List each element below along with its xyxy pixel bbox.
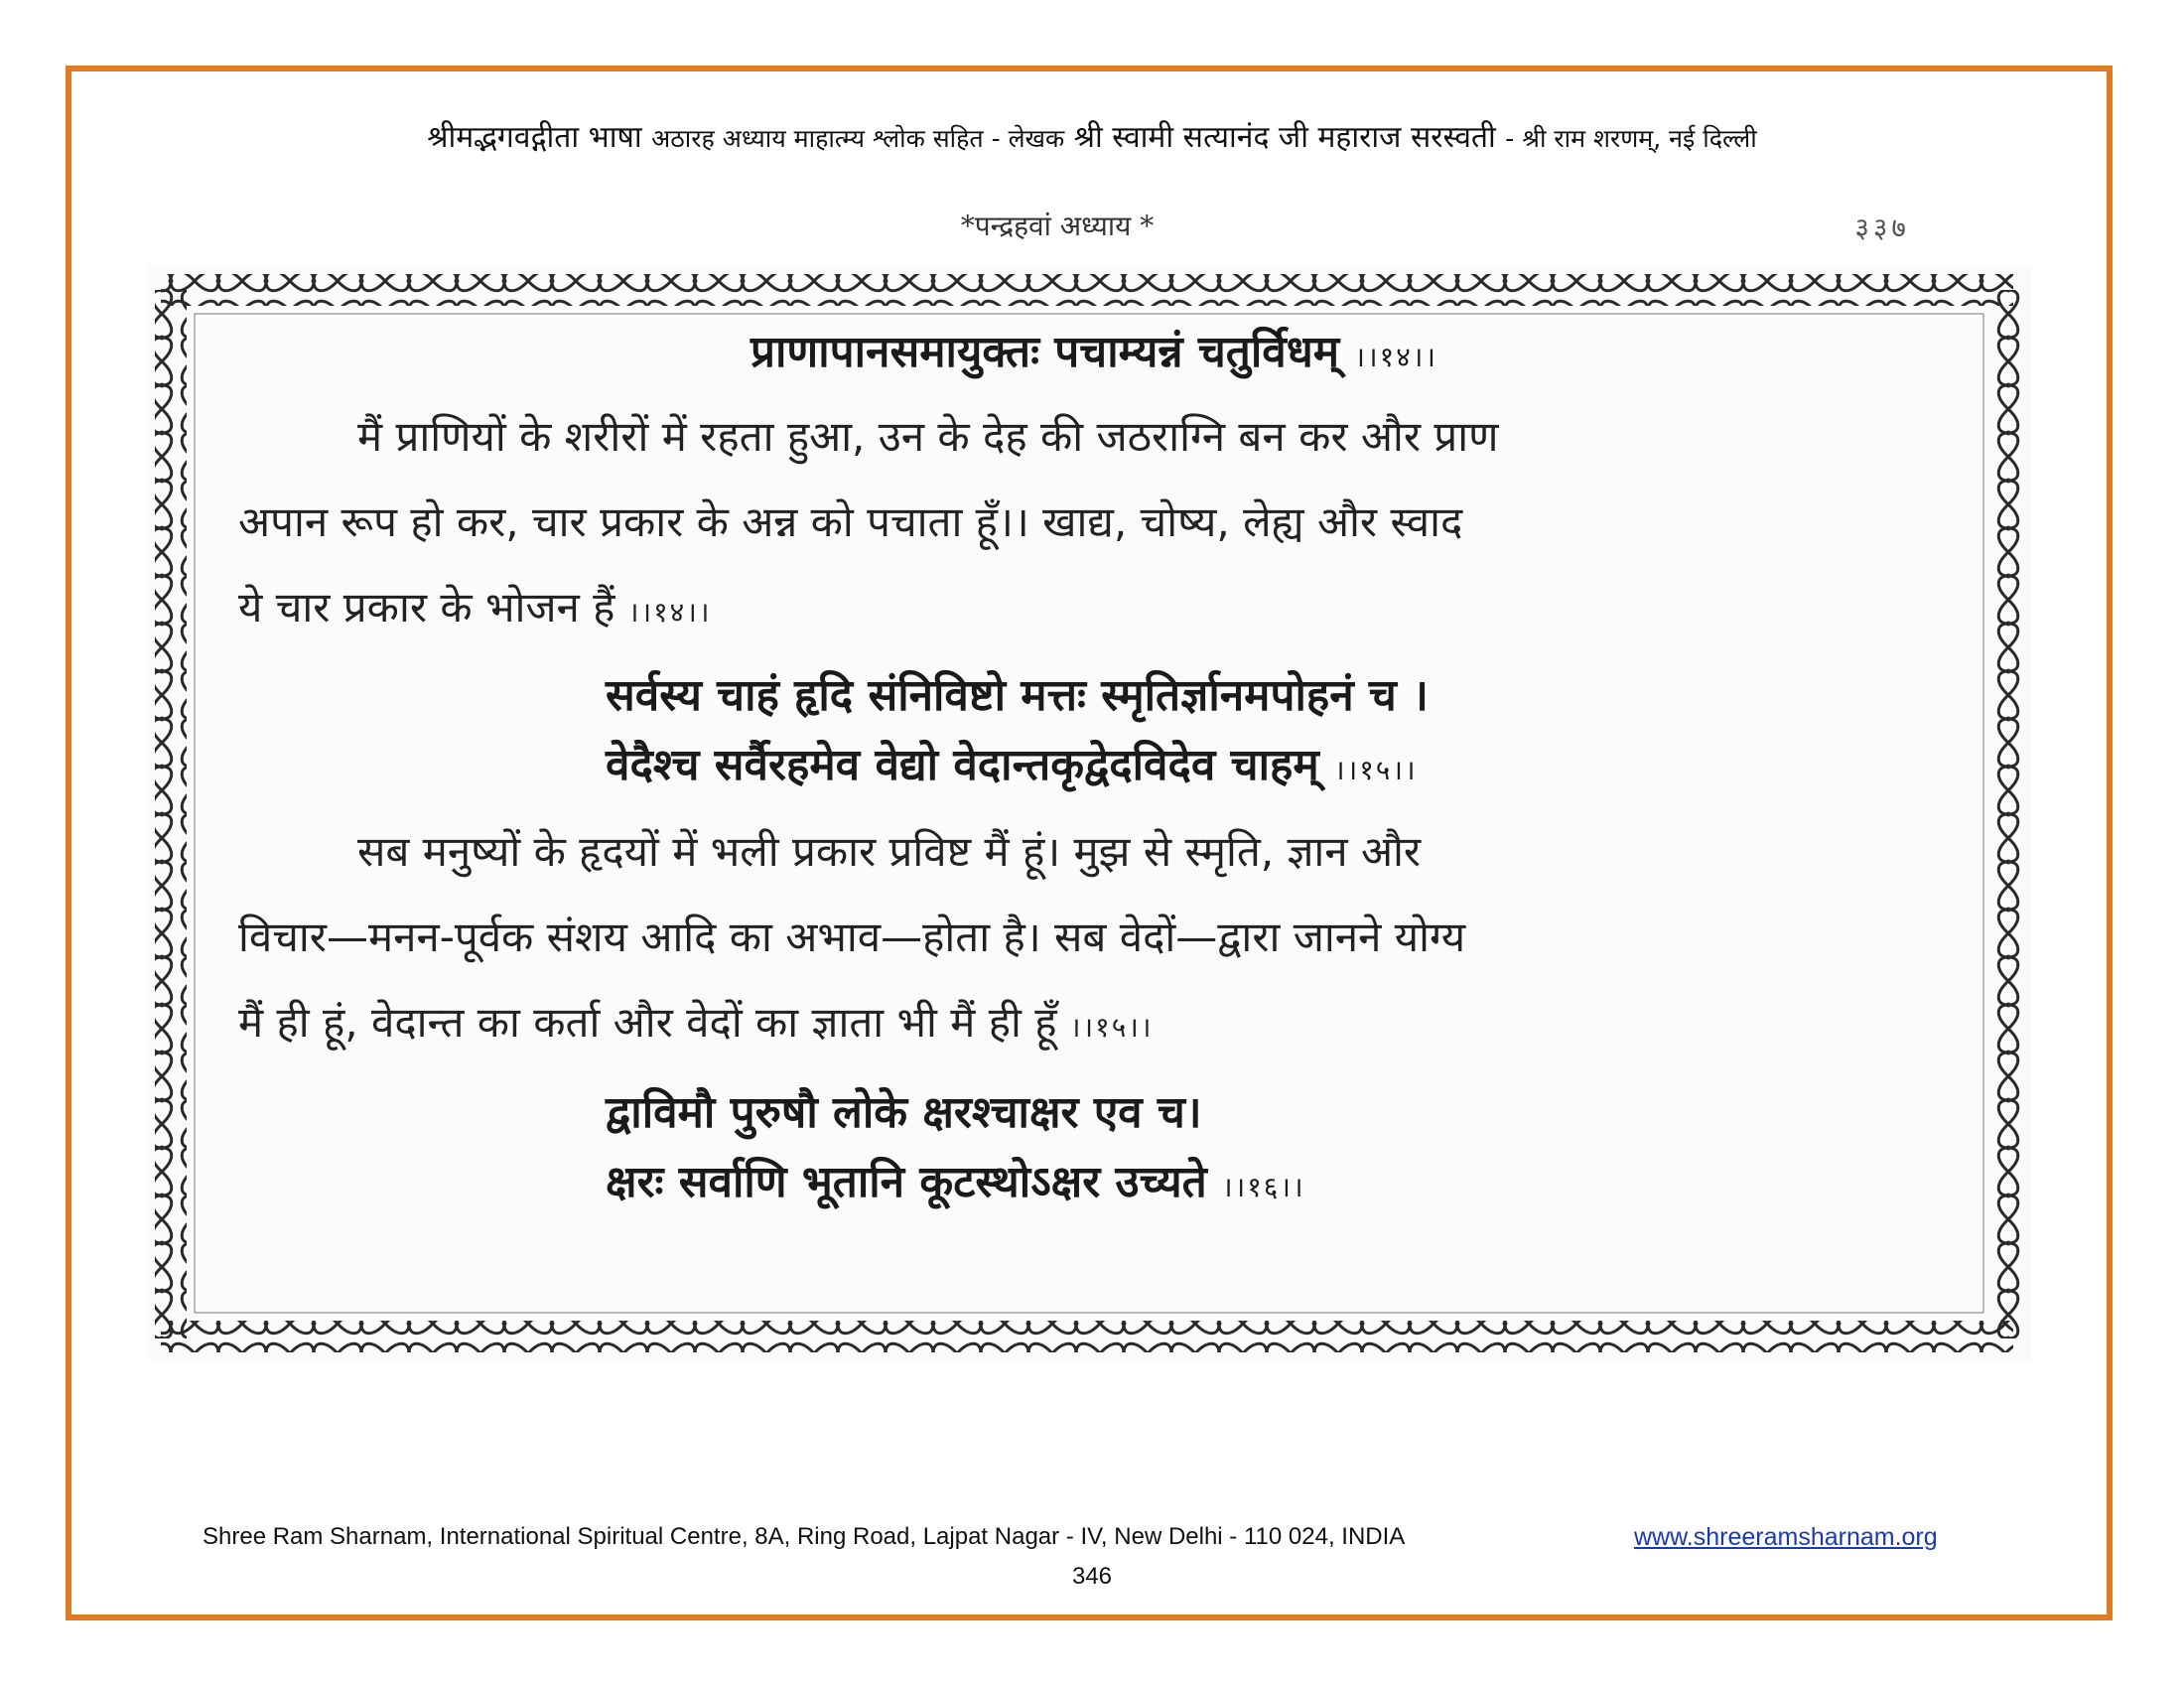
verse-16 (238, 1078, 1946, 1222)
page-number: 346 (1071, 1563, 1113, 1590)
verse-15-line-2 (606, 731, 1946, 805)
header-title: श्रीमद्भगवद्गीता भाषा (427, 120, 642, 155)
chapter-heading-row (149, 207, 1966, 250)
verse-16-line-2-text: क्षरः सर्वाणि भूतानि कूटस्थोऽक्षर उच्यते (606, 1157, 1207, 1207)
verse-14-number: ।।१४।। (1354, 341, 1437, 373)
scripture-content (238, 312, 1946, 1222)
verse-15-line-2-text: वेदैश्च सर्वैरहमेव वेद्यो वेदान्तकृद्वेदविदेव चाहम् (606, 740, 1319, 790)
translation-14-line-3 (238, 565, 1946, 655)
verse-14 (238, 318, 1946, 392)
verse-16-line-2 (606, 1148, 1946, 1222)
scanned-page (147, 266, 2031, 1360)
header-subtitle: अठारह अध्याय माहात्म्य श्लोक सहित - लेखक (651, 124, 1065, 153)
translation-14-line-2: अपान रूप हो कर, चार प्रकार के अन्न को पचाता हूँ।। खाद्य, चोष्य, लेह्य और स्वाद (238, 497, 1463, 546)
translation-15-line-3-text: मैं ही हूं, वेदान्त का कर्ता और वेदों का ज्ञाता भी मैं ही हूँ (238, 998, 1057, 1047)
page-header (119, 115, 2065, 156)
website-link[interactable]: www.shreeramsharnam.org (1634, 1523, 1938, 1551)
translation-15-line-2: विचार—मनन-पूर्वक संशय आदि का अभाव—होता है। सब वेदों—द्वारा जानने योग्य (238, 913, 1466, 961)
translation-15-number: ।।१५।। (1069, 1011, 1154, 1044)
chapter-title: *पन्द्रहवां अध्याय * (960, 210, 1155, 242)
translation-14-number: ।।१४।। (627, 596, 712, 629)
header-publisher: - श्री राम शरणम्, नई दिल्ली (1505, 124, 1757, 153)
translation-14-line-1: मैं प्राणियों के शरीरों में रहता हुआ, उन के देह की जठराग्नि बन कर और प्राण (357, 412, 1499, 461)
verse-14-text: प्राणापानसमायुक्तः पचाम्यन्नं चतुर्विधम् (751, 327, 1340, 377)
verse-15-number: ।।१५।। (1334, 754, 1418, 786)
translation-15 (238, 809, 1946, 1070)
verse-15-line-1: सर्वस्य चाहं हृदि संनिविष्टो मत्तः स्मृतिर्ज्ञानमपोहनं च । (606, 670, 1429, 721)
translation-14 (238, 394, 1946, 655)
header-author: श्री स्वामी सत्यानंद जी महाराज सरस्वती (1073, 120, 1496, 155)
translation-14-line-3-text: ये चार प्रकार के भोजन हैं (238, 583, 615, 632)
translation-15-line-3 (238, 980, 1946, 1070)
translation-15-line-1: सब मनुष्यों के हृदयों में भली प्रकार प्रविष्ट मैं हूं। मुझ से स्मृति, ज्ञान और (357, 827, 1422, 876)
footer-address: Shree Ram Sharnam, International Spiritual Centre, 8A, Ring Road, Lajpat Nagar - IV, New Delhi - 110 024, INDIA (203, 1523, 1406, 1550)
verse-16-line-1: द्वाविमौ पुरुषौ लोके क्षरश्चाक्षर एव च। (606, 1087, 1202, 1138)
verse-16-number: ।।१६।। (1222, 1171, 1305, 1203)
book-page-number: ३३७ (1854, 211, 1910, 244)
verse-15 (238, 661, 1946, 805)
